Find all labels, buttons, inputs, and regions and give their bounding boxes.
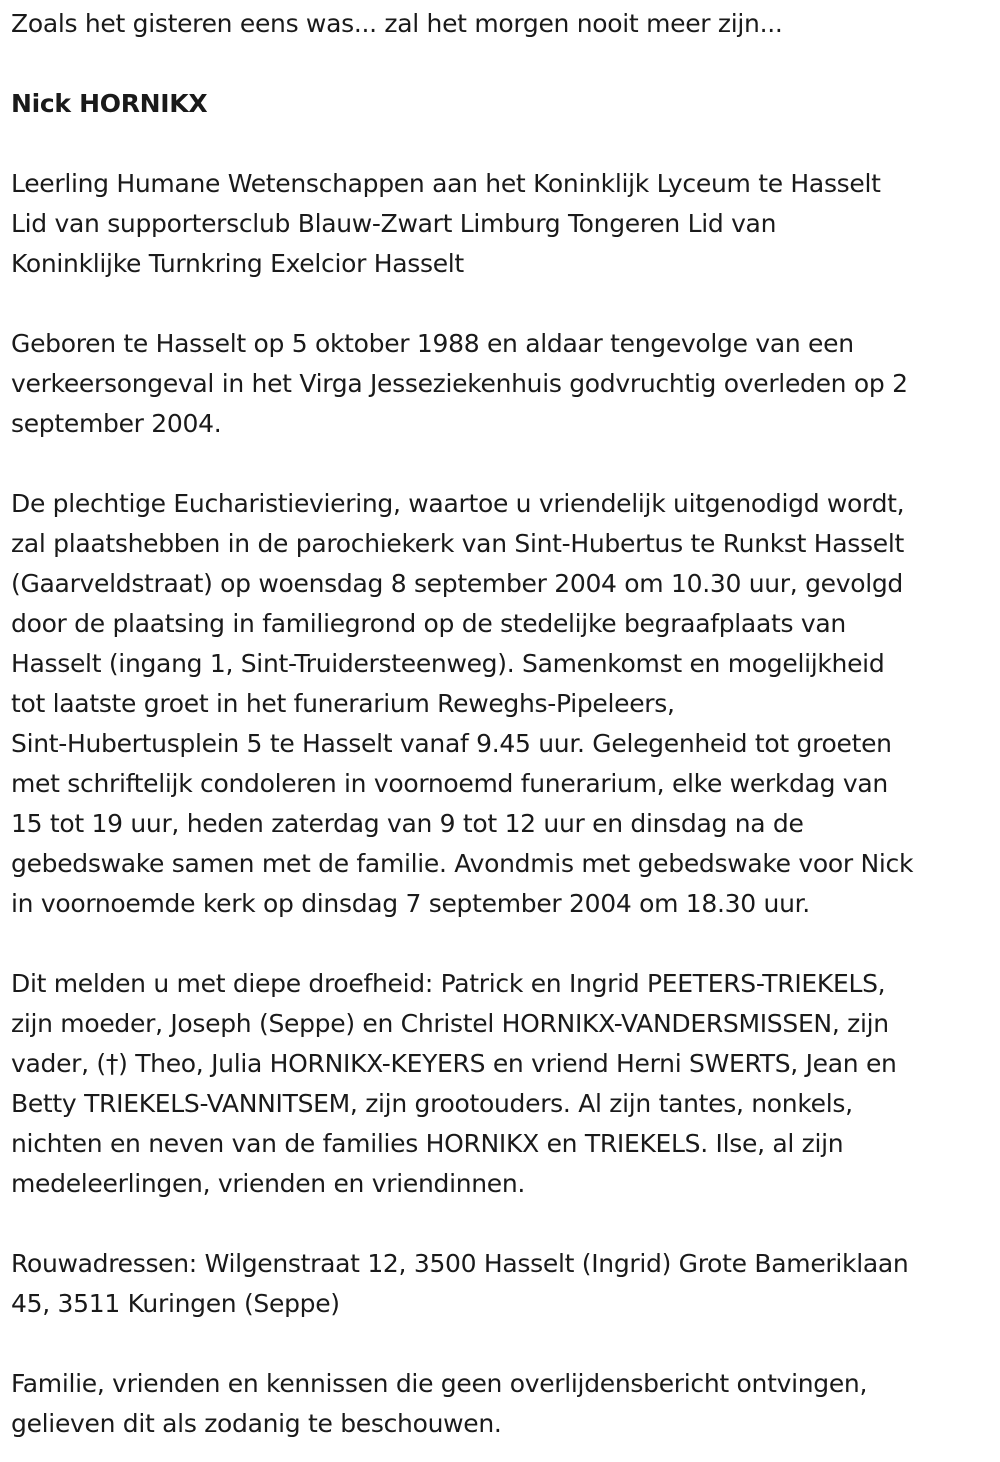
spacer <box>11 1204 990 1244</box>
spacer <box>11 1324 990 1364</box>
deceased-name: Nick HORNIKX <box>11 89 208 118</box>
closing-paragraph: Familie, vrienden en kennissen die geen overlijdensbericht ontvingen, gelieven dit als zodanig te beschouwen. <box>11 1369 868 1438</box>
birth-death-paragraph: Geboren te Hasselt op 5 oktober 1988 en aldaar tengevolge van een verkeersongeval in het Virga Jesseziekenhuis godvruchtig overleden op 2 september 2004. <box>11 329 908 438</box>
addresses-paragraph: Rouwadressen: Wilgenstraat 12, 3500 Hasselt (Ingrid) Grote Bameriklaan 45, 3511 Kuringen (Seppe) <box>11 1249 909 1318</box>
spacer <box>11 44 990 84</box>
spacer <box>11 924 990 964</box>
mourners-paragraph <box>11 964 990 1204</box>
affiliations-paragraph: Leerling Humane Wetenschappen aan het Koninklijk Lyceum te Hasselt Lid van supportersclub Blauw-Zwart Limburg Tongeren Lid van Koninklijke Turnkring Exelcior Hasselt <box>11 169 881 278</box>
spacer <box>11 124 990 164</box>
cross-icon: † <box>105 1049 119 1078</box>
opening-line: Zoals het gisteren eens was... zal het morgen nooit meer zijn... <box>11 9 783 38</box>
mourners-text-part2: ) Theo, Julia HORNIKX-KEYERS en vriend Herni SWERTS, Jean en Betty TRIEKELS-VANNITSEM, zijn grootouders. Al zijn tantes, nonkels, nichten en neven van de families HORNIKX en TRIEKELS. Ilse, al zijn medeleerlingen, vrienden en vriendinnen. <box>11 1049 897 1198</box>
ceremony-paragraph: De plechtige Eucharistieviering, waartoe u vriendelijk uitgenodigd wordt, zal plaatshebben in de parochiekerk van Sint-Hubertus te Runkst Hasselt (Gaarveldstraat) op woensdag 8 september 2004 om 10.30 uur, gevolgd door de plaatsing in familiegrond op de stedelijke begraafplaats van Hasselt (ingang 1, Sint-Truidersteenweg). Samenkomst en mogelijkheid tot laatste groet in het funerarium Reweghs-Pipeleers, Sint-Hubertusplein 5 te Hasselt vanaf 9.45 uur. Gelegenheid tot groeten met schriftelijk condoleren in voornoemd funerarium, elke werkdag van 15 tot 19 uur, heden zaterdag van 9 tot 12 uur en dinsdag na de gebedswake samen met de familie. Avondmis met gebedswake voor Nick in voornoemde kerk op dinsdag 7 september 2004 om 18.30 uur. <box>11 489 914 918</box>
mourners-text-part1: Dit melden u met diepe droefheid: Patrick en Ingrid PEETERS-TRIEKELS, zijn moeder, Joseph (Seppe) en Christel HORNIKX-VANDERSMISSEN, zijn vader, ( <box>11 969 889 1078</box>
spacer <box>11 284 990 324</box>
spacer <box>11 444 990 484</box>
